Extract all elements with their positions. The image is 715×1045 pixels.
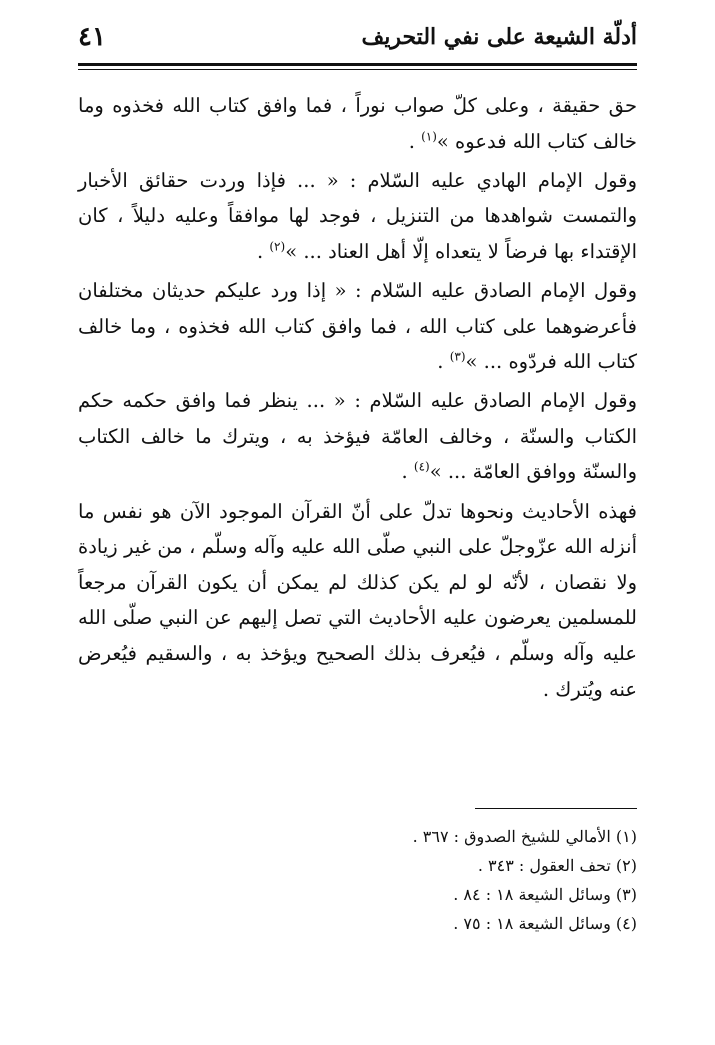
- footnote-4: (٤) وسائل الشيعة ١٨ : ٧٥ .: [453, 914, 637, 933]
- paragraph-5: [78, 494, 637, 708]
- paragraph-1: [78, 88, 637, 159]
- running-title: أدلّة الشيعة على نفي التحريف: [361, 24, 637, 50]
- header-rule-thick: [78, 63, 637, 66]
- footnote-3: (٣) وسائل الشيعة ١٨ : ٨٤ .: [453, 885, 637, 904]
- paragraph-end: .: [408, 129, 422, 153]
- paragraph-end: .: [437, 350, 450, 374]
- footnote-separator: [475, 808, 637, 809]
- paragraph-end: .: [256, 239, 270, 263]
- body-text: [78, 88, 637, 711]
- footnote-1: (١) الأمالي للشيخ الصدوق : ٣٦٧ .: [412, 827, 637, 846]
- footnote-2: (٢) تحف العقول : ٣٤٣ .: [477, 856, 637, 875]
- footnotes: [78, 822, 637, 938]
- paragraph-text: وقول الإمام الصادق عليه السّلام : « إذا ورد عليكم حديثان مختلفان فأعرضوهما على كتاب الله ، فما وافق كتاب الله فخذوه ، وما خالف كتاب الله فردّوه ... »: [78, 278, 637, 374]
- paragraph-2: [78, 163, 637, 270]
- footnote-ref: (٢): [269, 239, 286, 254]
- footnote-ref: (١): [421, 129, 437, 144]
- paragraph-text: فهذه الأحاديث ونحوها تدلّ على أنّ القرآن الموجود الآن هو نفس ما أنزله الله عزّوجلّ على النبي صلّى الله عليه وآله وسلّم ، من غير زيادة ولا نقصان ، لأنّه لو لم يكن كذلك لم يمكن أن يكون القرآن مرجعاً للمسلمين يعرضون عليه الأحاديث التي تصل إليهم عن النبي صلّى الله عليه وآله وسلّم ، فيُعرف بذلك الصحيح ويؤخذ به ، والسقيم فيُعرض عنه ويُترك .: [78, 499, 637, 701]
- paragraph-text: وقول الإمام الهادي عليه السّلام : « ... فإذا وردت حقائق الأخبار والتمست شواهدها من التنزيل ، فوجد لها موافقاً وعليه دليلاً ، كان الإقتداء بها فرضاً لا يتعداه إلّا أهل العناد ... »: [78, 168, 637, 263]
- paragraph-4: [78, 383, 637, 490]
- footnote-ref: (٣): [449, 349, 466, 364]
- page-header: [78, 22, 637, 62]
- paragraph-3: [78, 273, 637, 380]
- page-number: ٤١: [78, 22, 106, 52]
- paragraph-end: .: [401, 460, 414, 484]
- paragraph-text: وقول الإمام الصادق عليه السّلام : « ... ينظر فما وافق حكمه حكم الكتاب والسنّة ، وخالف العامّة فيؤخذ به ، ويترك ما خالف الكتاب والسنّة ووافق العامّة ... »: [78, 389, 637, 484]
- paragraph-text: حق حقيقة ، وعلى كلّ صواب نوراً ، فما وافق كتاب الله فخذوه وما خالف كتاب الله فدعوه »: [78, 94, 637, 153]
- header-rule-thin: [78, 69, 637, 70]
- footnote-ref: (٤): [413, 459, 430, 474]
